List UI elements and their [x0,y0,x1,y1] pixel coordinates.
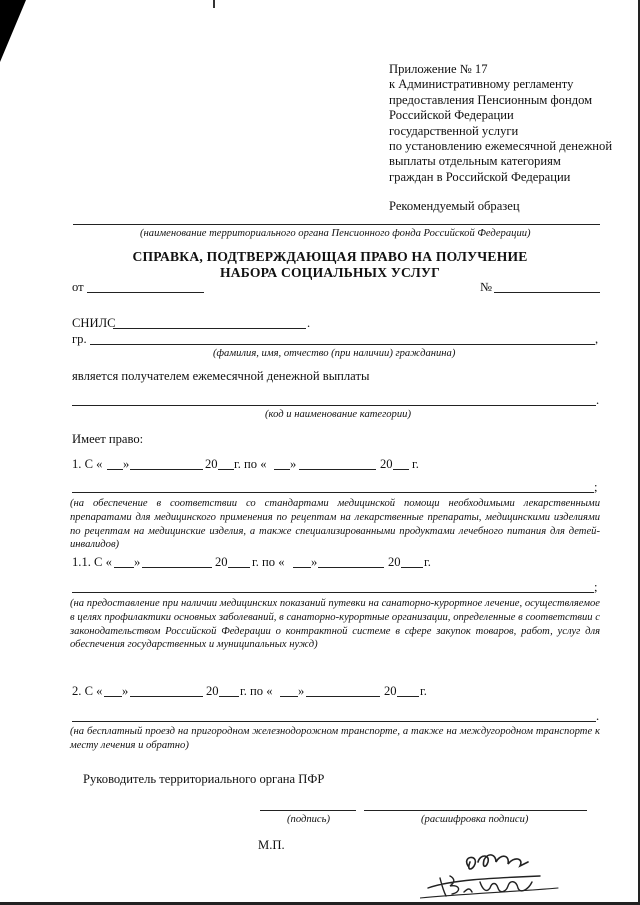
period11-extra-field[interactable] [72,592,594,593]
para-medicines: (на обеспечение в соответствии со стандартами медицинской помощи необходимыми лекарственными препаратами для медицинского применения по рецептам на лекарственные препараты, медицинскими изделиями по рецептам на медицинские изделия, а также специализированными продуктами лечебного питания для детей-инвалидов) [70,498,600,551]
period1-end: г. [412,457,419,471]
appendix-line: предоставления Пенсионным фондом [389,92,593,107]
period11-year1: 20 [215,555,228,569]
head-label: Руководитель территориального органа ПФР [83,772,325,786]
citizen-label: гр. [72,332,87,346]
period2-dot: . [596,709,600,723]
period2-year-from[interactable] [219,696,239,697]
document-title-line1: СПРАВКА, ПОДТВЕРЖДАЮЩАЯ ПРАВО НА ПОЛУЧЕНИЕ [132,249,528,264]
recommended-sample: Рекомендуемый образец [389,199,520,214]
period11-month-from[interactable] [142,567,212,568]
appendix-line: Российской Федерации [389,108,514,123]
period2-day-to[interactable] [280,696,298,697]
period1-month-to[interactable] [299,469,376,470]
para-sanatorium: (на предоставление при наличии медицинских показаний путевки на санаторно-курортное лечение, осуществляемое в целях профилактики основных заболеваний, в санаторно-курортные организации, определенные в соответствии с законодательством Российской Федерации о контрактной системе в сфере закупок товаров, работ, услуг для обеспечения государственных и муниципальных нужд) [70,598,600,651]
period11-month-to[interactable] [318,567,384,568]
period2-mid: г. по « [240,684,273,698]
citizen-name-field[interactable] [90,344,595,345]
period11-year-to[interactable] [401,567,423,568]
appendix-line: Приложение № 17 [389,62,488,76]
has-right-label: Имеет право: [72,432,144,446]
handwritten-signature-icon [420,848,560,903]
period2-year1: 20 [206,684,219,698]
signature-decoding-field[interactable] [364,810,587,811]
citizen-caption: (фамилия, имя, отчество (при наличии) гражданина) [213,348,456,359]
period2-prefix: 2. С « [72,684,103,698]
snils-dot: . [307,316,311,330]
period1-year2: 20 [380,457,393,471]
snils-field[interactable] [113,328,306,329]
scan-corner-shadow [0,0,26,62]
period11-day-from[interactable] [114,567,134,568]
para-transport: (на бесплатный проезд на пригородном железнодорожном транспорте, а также на междугородном транспорте к месту лечения и обратно) [70,726,600,751]
period2-year-to[interactable] [397,696,419,697]
appendix-line: выплаты отдельным категориям [389,154,561,169]
period2-quote: » [122,684,129,698]
signature-field[interactable] [260,810,356,811]
period1-year-from[interactable] [218,469,234,470]
period11-quote2: » [311,555,318,569]
period11-year-from[interactable] [228,567,250,568]
category-field[interactable] [72,405,596,406]
period2-month-from[interactable] [130,696,203,697]
period1-year1: 20 [205,457,218,471]
semicolon2: ; [594,580,598,594]
stamp-label: М.П. [258,838,285,852]
appendix-line: государственной услуги [389,123,519,138]
document-title-line2: НАБОРА СОЦИАЛЬНЫХ УСЛУГ [219,265,441,280]
citizen-comma: , [595,332,599,346]
decoding-caption: (расшифровка подписи) [421,814,529,825]
period11-end: г. [424,555,431,569]
period1-month-from[interactable] [130,469,203,470]
period1-year-to[interactable] [393,469,409,470]
period1-extra-field[interactable] [72,492,594,493]
recipient-text: является получателем ежемесячной денежной выплаты [72,369,370,383]
period1-day-from[interactable] [107,469,123,470]
period1-quote: » [123,457,130,471]
period11-year2: 20 [388,555,401,569]
period1-mid: г. по « [234,457,267,471]
from-label: от [72,280,84,294]
appendix-block [389,62,612,215]
period2-day-from[interactable] [104,696,122,697]
period11-quote: » [134,555,141,569]
date-field[interactable] [87,292,204,293]
period11-mid: г. по « [252,555,285,569]
number-label: № [480,280,493,294]
appendix-line: по установлению ежемесячной денежной [389,139,613,154]
period2-quote2: » [298,684,305,698]
snils-label: СНИЛС [72,316,116,330]
period2-month-to[interactable] [306,696,380,697]
number-field[interactable] [494,292,600,293]
scan-mark [213,0,215,8]
period2-extra-field[interactable] [72,721,596,722]
org-name-caption: (наименование территориального органа Пенсионного фонда Российской Федерации) [140,228,531,239]
org-name-field[interactable] [73,224,600,225]
period11-day-to[interactable] [293,567,311,568]
period11-prefix: 1.1. С « [72,555,112,569]
appendix-line: граждан в Российской Федерации [389,169,571,184]
period2-year2: 20 [384,684,397,698]
category-caption: (код и наименование категории) [265,409,411,420]
period1-quote2: » [290,457,297,471]
period2-end: г. [420,684,427,698]
category-dot: . [596,393,600,407]
appendix-line: к Административному регламенту [389,77,574,92]
period1-prefix: 1. С « [72,457,103,471]
period1-day-to[interactable] [274,469,290,470]
semicolon1: ; [594,480,598,494]
signature-caption: (подпись) [287,814,330,825]
